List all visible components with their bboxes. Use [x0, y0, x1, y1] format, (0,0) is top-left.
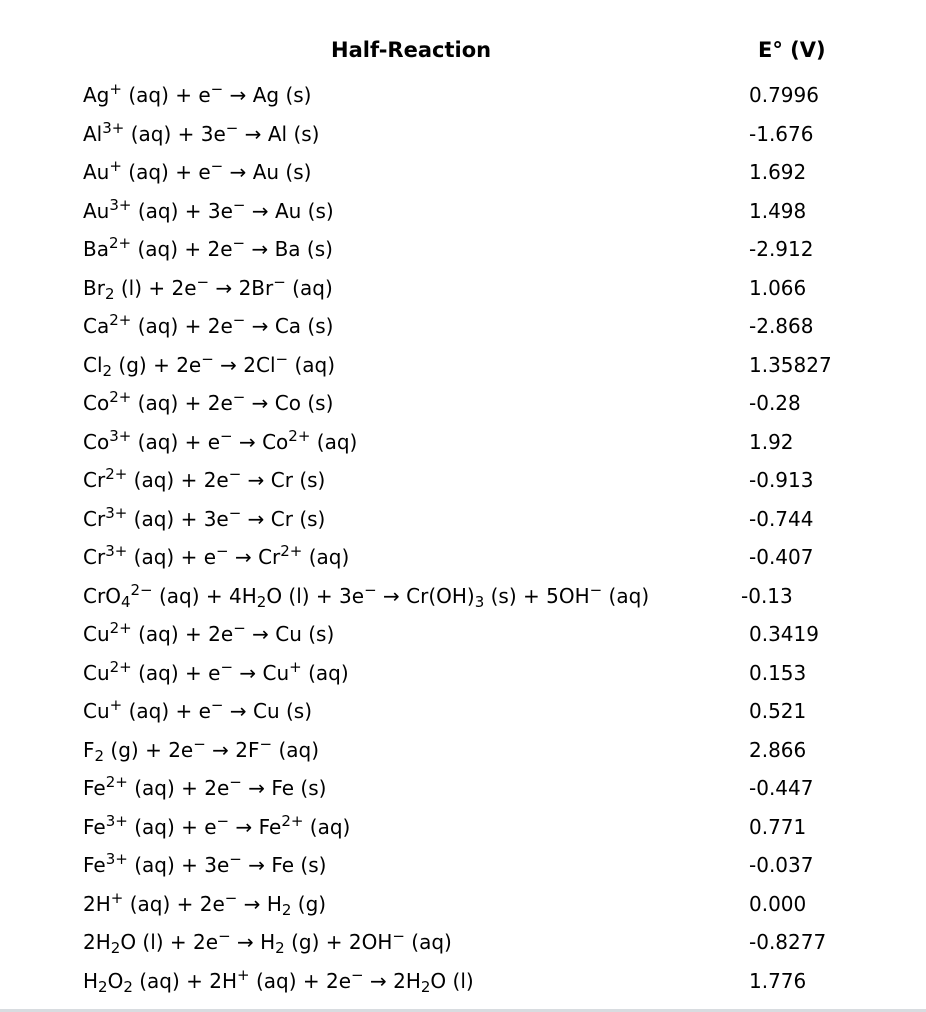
half-reaction-cell: $Fe^{3+}$ (aq) + 3e− → Fe (s)	[83, 849, 327, 877]
table-row	[83, 115, 873, 154]
half-reaction-cell: $Au^{3+}$ (aq) + 3e− → Au (s)	[83, 195, 334, 223]
half-reaction-cell: $Ca^{2+}$ (aq) + 2e− → Ca (s)	[83, 310, 334, 338]
table-row	[83, 885, 873, 924]
half-reaction-cell: $Cr^{2+}$ (aq) + 2e− → Cr (s)	[83, 464, 326, 492]
standard-potential-cell: -0.744	[749, 506, 814, 531]
half-reaction-cell: CrO$_4^{2-}$ $(aq) + 4H_2O$ $(l) + 3e^- \to Cr(OH)_3$ (s) + 5OH− (aq)	[83, 580, 650, 611]
half-reaction-cell: $Cu^{2+}$ (aq) + e− → Cu+ (aq)	[83, 657, 349, 685]
table-row	[83, 846, 873, 885]
standard-potential-cell: -2.912	[749, 237, 814, 261]
standard-potential-cell: 1.35827	[749, 352, 832, 377]
table-row	[83, 731, 873, 770]
standard-potential-cell: 1.066	[749, 275, 807, 300]
table-row	[83, 153, 873, 192]
table-row	[83, 423, 873, 462]
table-row	[83, 654, 873, 693]
half-reaction-cell: 2H+ $(aq) + 2e^- \to H_2$ (g)	[83, 888, 327, 919]
standard-potential-cell: -1.676	[749, 121, 814, 146]
half-reaction-cell: $Fe^{2+}$ (aq) + 2e− → Fe (s)	[83, 772, 327, 800]
standard-potential-cell: 0.7996	[749, 83, 819, 107]
standard-potential-cell: 1.92	[749, 429, 794, 454]
half-reaction-cell: $Cu^{2+}$ (aq) + 2e− → Cu (s)	[83, 618, 335, 646]
half-reaction-cell: $Br_2$ (l) + 2e− → 2Br− (aq)	[83, 272, 333, 303]
table-row	[83, 76, 873, 115]
half-reaction-cell: $F_2$ (g) + 2e− → 2F− (aq)	[83, 734, 320, 765]
half-reaction-table	[83, 30, 873, 1000]
half-reaction-cell: $Cr^{3+}$ (aq) + 3e− → Cr (s)	[83, 503, 326, 531]
table-row	[83, 384, 873, 423]
half-reaction-cell: Cu+ (aq) + e− → Cu (s)	[83, 695, 312, 723]
header-half-reaction: Half-Reaction	[331, 38, 492, 62]
table-row	[83, 769, 873, 808]
table-row	[83, 230, 873, 269]
standard-potential-cell: 0.771	[749, 814, 807, 839]
table-row	[83, 538, 873, 577]
half-reaction-cell: Au+ (aq) + e− → Au (s)	[83, 156, 312, 184]
standard-potential-cell: -0.13	[741, 583, 793, 608]
table-row	[83, 192, 873, 231]
table-body	[83, 76, 873, 1000]
table-row	[83, 962, 873, 1001]
header-standard-potential: E° (V)	[758, 38, 826, 62]
standard-potential-cell: -0.037	[749, 853, 814, 877]
table-row	[83, 808, 873, 847]
half-reaction-cell: $Ba^{2+}$ (aq) + 2e− → Ba (s)	[83, 233, 333, 261]
table-row	[83, 461, 873, 500]
table-row	[83, 346, 873, 385]
standard-potential-cell: 0.000	[749, 891, 807, 916]
standard-potential-cell: 2.866	[749, 737, 807, 762]
table-row	[83, 923, 873, 962]
standard-potential-cell: -0.28	[749, 391, 801, 415]
standard-potential-cell: 0.3419	[749, 622, 819, 646]
table-row	[83, 615, 873, 654]
half-reaction-cell: $Co^{2+}$ (aq) + 2e− → Co (s)	[83, 387, 334, 415]
standard-potential-cell: -0.8277	[749, 930, 827, 954]
half-reaction-cell: $2H_2O$ $(l) + 2e^- \to H_2$ (g) + 2OH− (aq)	[83, 926, 452, 957]
table-row	[83, 500, 873, 539]
table-row	[83, 307, 873, 346]
half-reaction-cell: $Co^{3+}$ $(aq) + e^- \to Co^{2+}$ (aq)	[83, 426, 358, 454]
standard-potential-cell: -0.407	[749, 545, 814, 569]
table-row	[83, 692, 873, 731]
table-header	[83, 30, 873, 76]
standard-potential-cell: -0.447	[749, 776, 814, 800]
half-reaction-cell: $H_2O_2$ (aq) + 2H+ $(aq) + 2e^- \to 2H_2O$ (l)	[83, 965, 474, 996]
table-row	[83, 577, 873, 616]
half-reaction-cell: Ag+ (aq) + e− → Ag (s)	[83, 79, 312, 107]
standard-potential-cell: -0.913	[749, 468, 814, 492]
standard-potential-cell: 0.521	[749, 699, 807, 723]
standard-potential-cell: 1.776	[749, 968, 807, 993]
standard-potential-cell: 1.692	[749, 160, 807, 184]
half-reaction-cell: $Cr^{3+}$ $(aq) + e^- \to Cr^{2+}$ (aq)	[83, 541, 350, 569]
half-reaction-cell: $Fe^{3+}$ $(aq) + e^- \to Fe^{2+}$ (aq)	[83, 811, 351, 839]
half-reaction-cell: $Al^{3+}$ (aq) + 3e− → Al (s)	[83, 118, 320, 146]
half-reaction-cell: $Cl_2$ (g) + 2e− → 2Cl− (aq)	[83, 349, 336, 380]
table-row	[83, 269, 873, 308]
standard-potential-cell: -2.868	[749, 314, 814, 338]
standard-potential-cell: 0.153	[749, 660, 807, 685]
standard-potential-cell: 1.498	[749, 198, 807, 223]
